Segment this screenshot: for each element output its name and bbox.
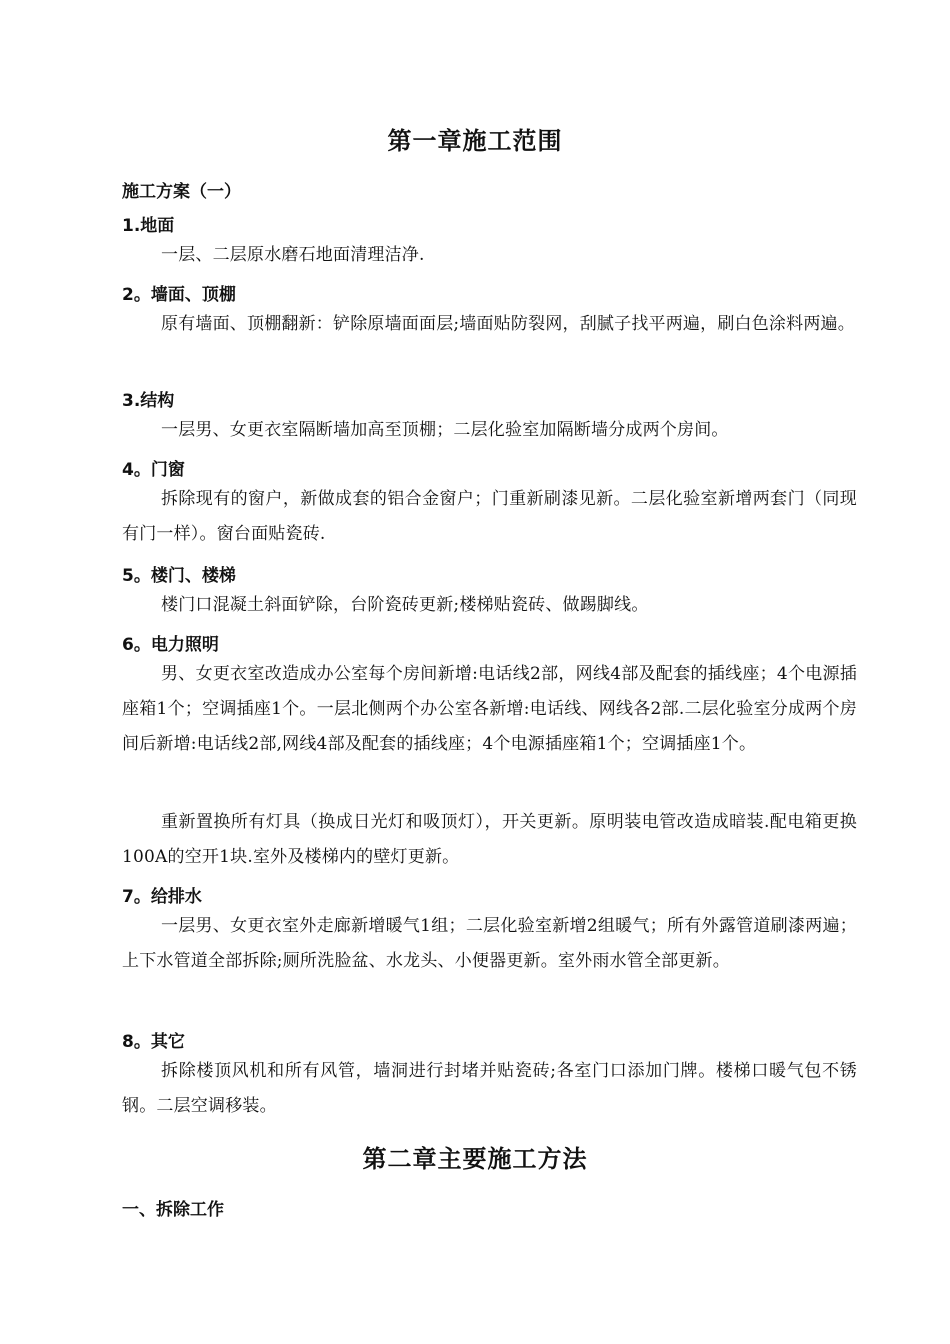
section-6-heading: 6。电力照明 <box>122 635 219 655</box>
section-1-paragraph: 一层、二层原水磨石地面清理洁净. <box>161 245 425 265</box>
section-3-heading: 3.结构 <box>122 391 175 411</box>
chapter-2-title: 第二章主要施工方法 <box>362 1145 588 1173</box>
section-5-heading: 5。楼门、楼梯 <box>122 566 236 586</box>
section-5-paragraph: 楼门口混凝土斜面铲除，台阶瓷砖更新;楼梯贴瓷砖、做踢脚线。 <box>161 595 649 615</box>
section-7-heading: 7。给排水 <box>122 887 202 907</box>
section-4-heading: 4。门窗 <box>122 460 185 480</box>
chapter-2-first-heading: 一、拆除工作 <box>122 1200 224 1220</box>
section-8-paragraph: 拆除楼顶风机和所有风管，墙洞进行封堵并贴瓷砖;各室门口添加门牌。楼梯口暖气包不锈钢。二层空调移装。 <box>122 1061 857 1116</box>
chapter-1-title: 第一章施工范围 <box>387 127 563 155</box>
section-1-heading: 1.地面 <box>122 216 175 236</box>
section-4-paragraph: 拆除现有的窗户，新做成套的铝合金窗户；门重新刷漆见新。二层化验室新增两套门（同现有门一样）。窗台面贴瓷砖. <box>122 489 857 544</box>
section-2-heading: 2。墙面、顶棚 <box>122 285 236 305</box>
section-6-paragraph-1: 男、女更衣室改造成办公室每个房间新增:电话线2部，网线4部及配套的插线座；4个电源插座箱1个；空调插座1个。一层北侧两个办公室各新增:电话线、网线各2部.二层化验室分成两个房间后新增:电话线2部,网线4部及配套的插线座；4个电源插座箱1个；空调插座1个。 <box>122 664 857 754</box>
section-7-paragraph: 一层男、女更衣室外走廊新增暖气1组；二层化验室新增2组暖气；所有外露管道刷漆两遍；上下水管道全部拆除;厕所洗脸盆、水龙头、小便器更新。室外雨水管全部更新。 <box>122 916 857 971</box>
section-8-heading: 8。其它 <box>122 1032 185 1052</box>
section-3-paragraph: 一层男、女更衣室隔断墙加高至顶棚；二层化验室加隔断墙分成两个房间。 <box>161 420 729 440</box>
section-2-paragraph: 原有墙面、顶棚翻新：铲除原墙面面层;墙面贴防裂网，刮腻子找平两遍，刷白色涂料两遍。 <box>161 314 855 334</box>
plan-heading: 施工方案（一） <box>122 182 241 202</box>
section-6-paragraph-2: 重新置换所有灯具（换成日光灯和吸顶灯），开关更新。原明装电管改造成暗装.配电箱更换100A的空开1块.室外及楼梯内的壁灯更新。 <box>122 812 857 867</box>
